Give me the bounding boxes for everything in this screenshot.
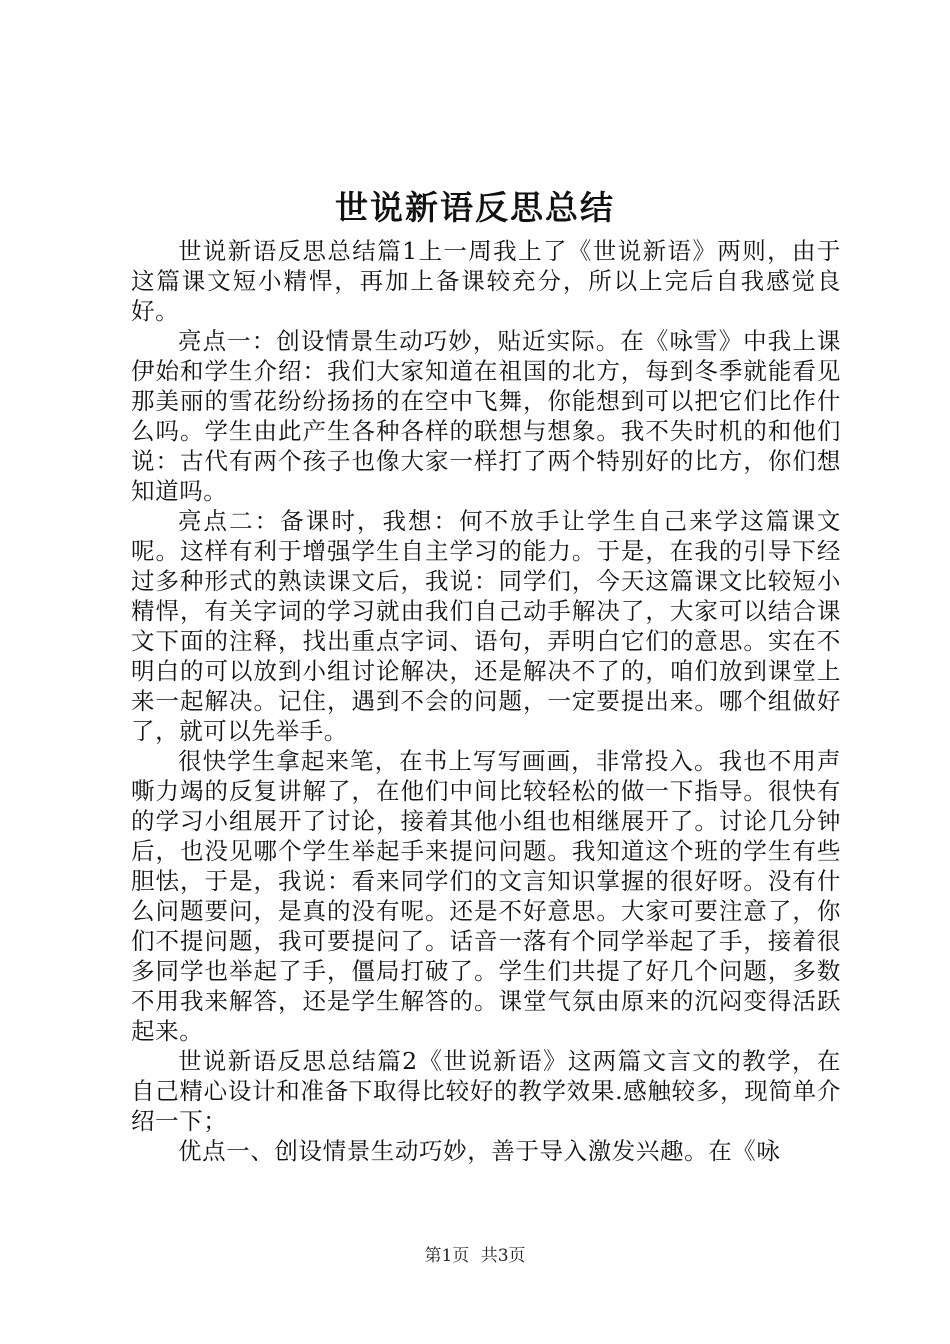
- document-body: [131, 236, 841, 1166]
- paragraph: 优点一、创设情景生动巧妙，善于导入激发兴趣。在《咏: [178, 1137, 781, 1165]
- page-total: 共3页: [480, 1246, 526, 1266]
- document-title: 世说新语反思总结: [335, 188, 615, 227]
- page-footer: [0, 1244, 950, 1268]
- paragraph: 亮点二：备课时，我想：何不放手让学生自己来学这篇课文呢。这样有利于增强学生自主学习的能力。于是，在我的引导下经过多种形式的熟读课文后，我说：同学们，今天这篇课文比较短小精悍，有关字词的学习就由我们自己动手解决了，大家可以结合课文下面的注释，找出重点字词、语句，弄明白它们的意思。实在不明白的可以放到小组讨论解决，还是解决不了的，咱们放到课堂上来一起解决。记住，遇到不会的问题，一定要提出来。哪个组做好了，就可以先举手。: [131, 507, 841, 745]
- paragraph: 亮点一：创设情景生动巧妙，贴近实际。在《咏雪》中我上课伊始和学生介绍：我们大家知道在祖国的北方，每到冬季就能看见那美丽的雪花纷纷扬扬的在空中飞舞，你能想到可以把它们比作什么吗。学生由此产生各种各样的联想与想象。我不失时机的和他们说：古代有两个孩子也像大家一样打了两个特别好的比方，你们想知道吗。: [131, 327, 841, 505]
- paragraph: 很快学生拿起来笔，在书上写写画画，非常投入。我也不用声嘶力竭的反复讲解了，在他们中间比较轻松的做一下指导。很快有的学习小组展开了讨论，接着其他小组也相继展开了。讨论几分钟后，也没见哪个学生举起手来提问问题。我知道这个班的学生有些胆怯，于是，我说：看来同学们的文言知识掌握的很好呀。没有什么问题要问，是真的没有呢。还是不好意思。大家可要注意了，你们不提问题，我可要提问了。话音一落有个同学举起了手，接着很多同学也举起了手，僵局打破了。学生们共提了好几个问题，多数不用我来解答，还是学生解答的。课堂气氛由原来的沉闷变得活跃起来。: [131, 747, 841, 1045]
- page-number: 第1页: [424, 1246, 470, 1266]
- paragraph: 世说新语反思总结篇2《世说新语》这两篇文言文的教学，在自己精心设计和准备下取得比较好的教学效果.感触较多，现简单介绍一下；: [131, 1047, 841, 1135]
- paragraph: 世说新语反思总结篇1上一周我上了《世说新语》两则，由于这篇课文短小精悍，再加上备课较充分，所以上完后自我感觉良好。: [131, 237, 841, 325]
